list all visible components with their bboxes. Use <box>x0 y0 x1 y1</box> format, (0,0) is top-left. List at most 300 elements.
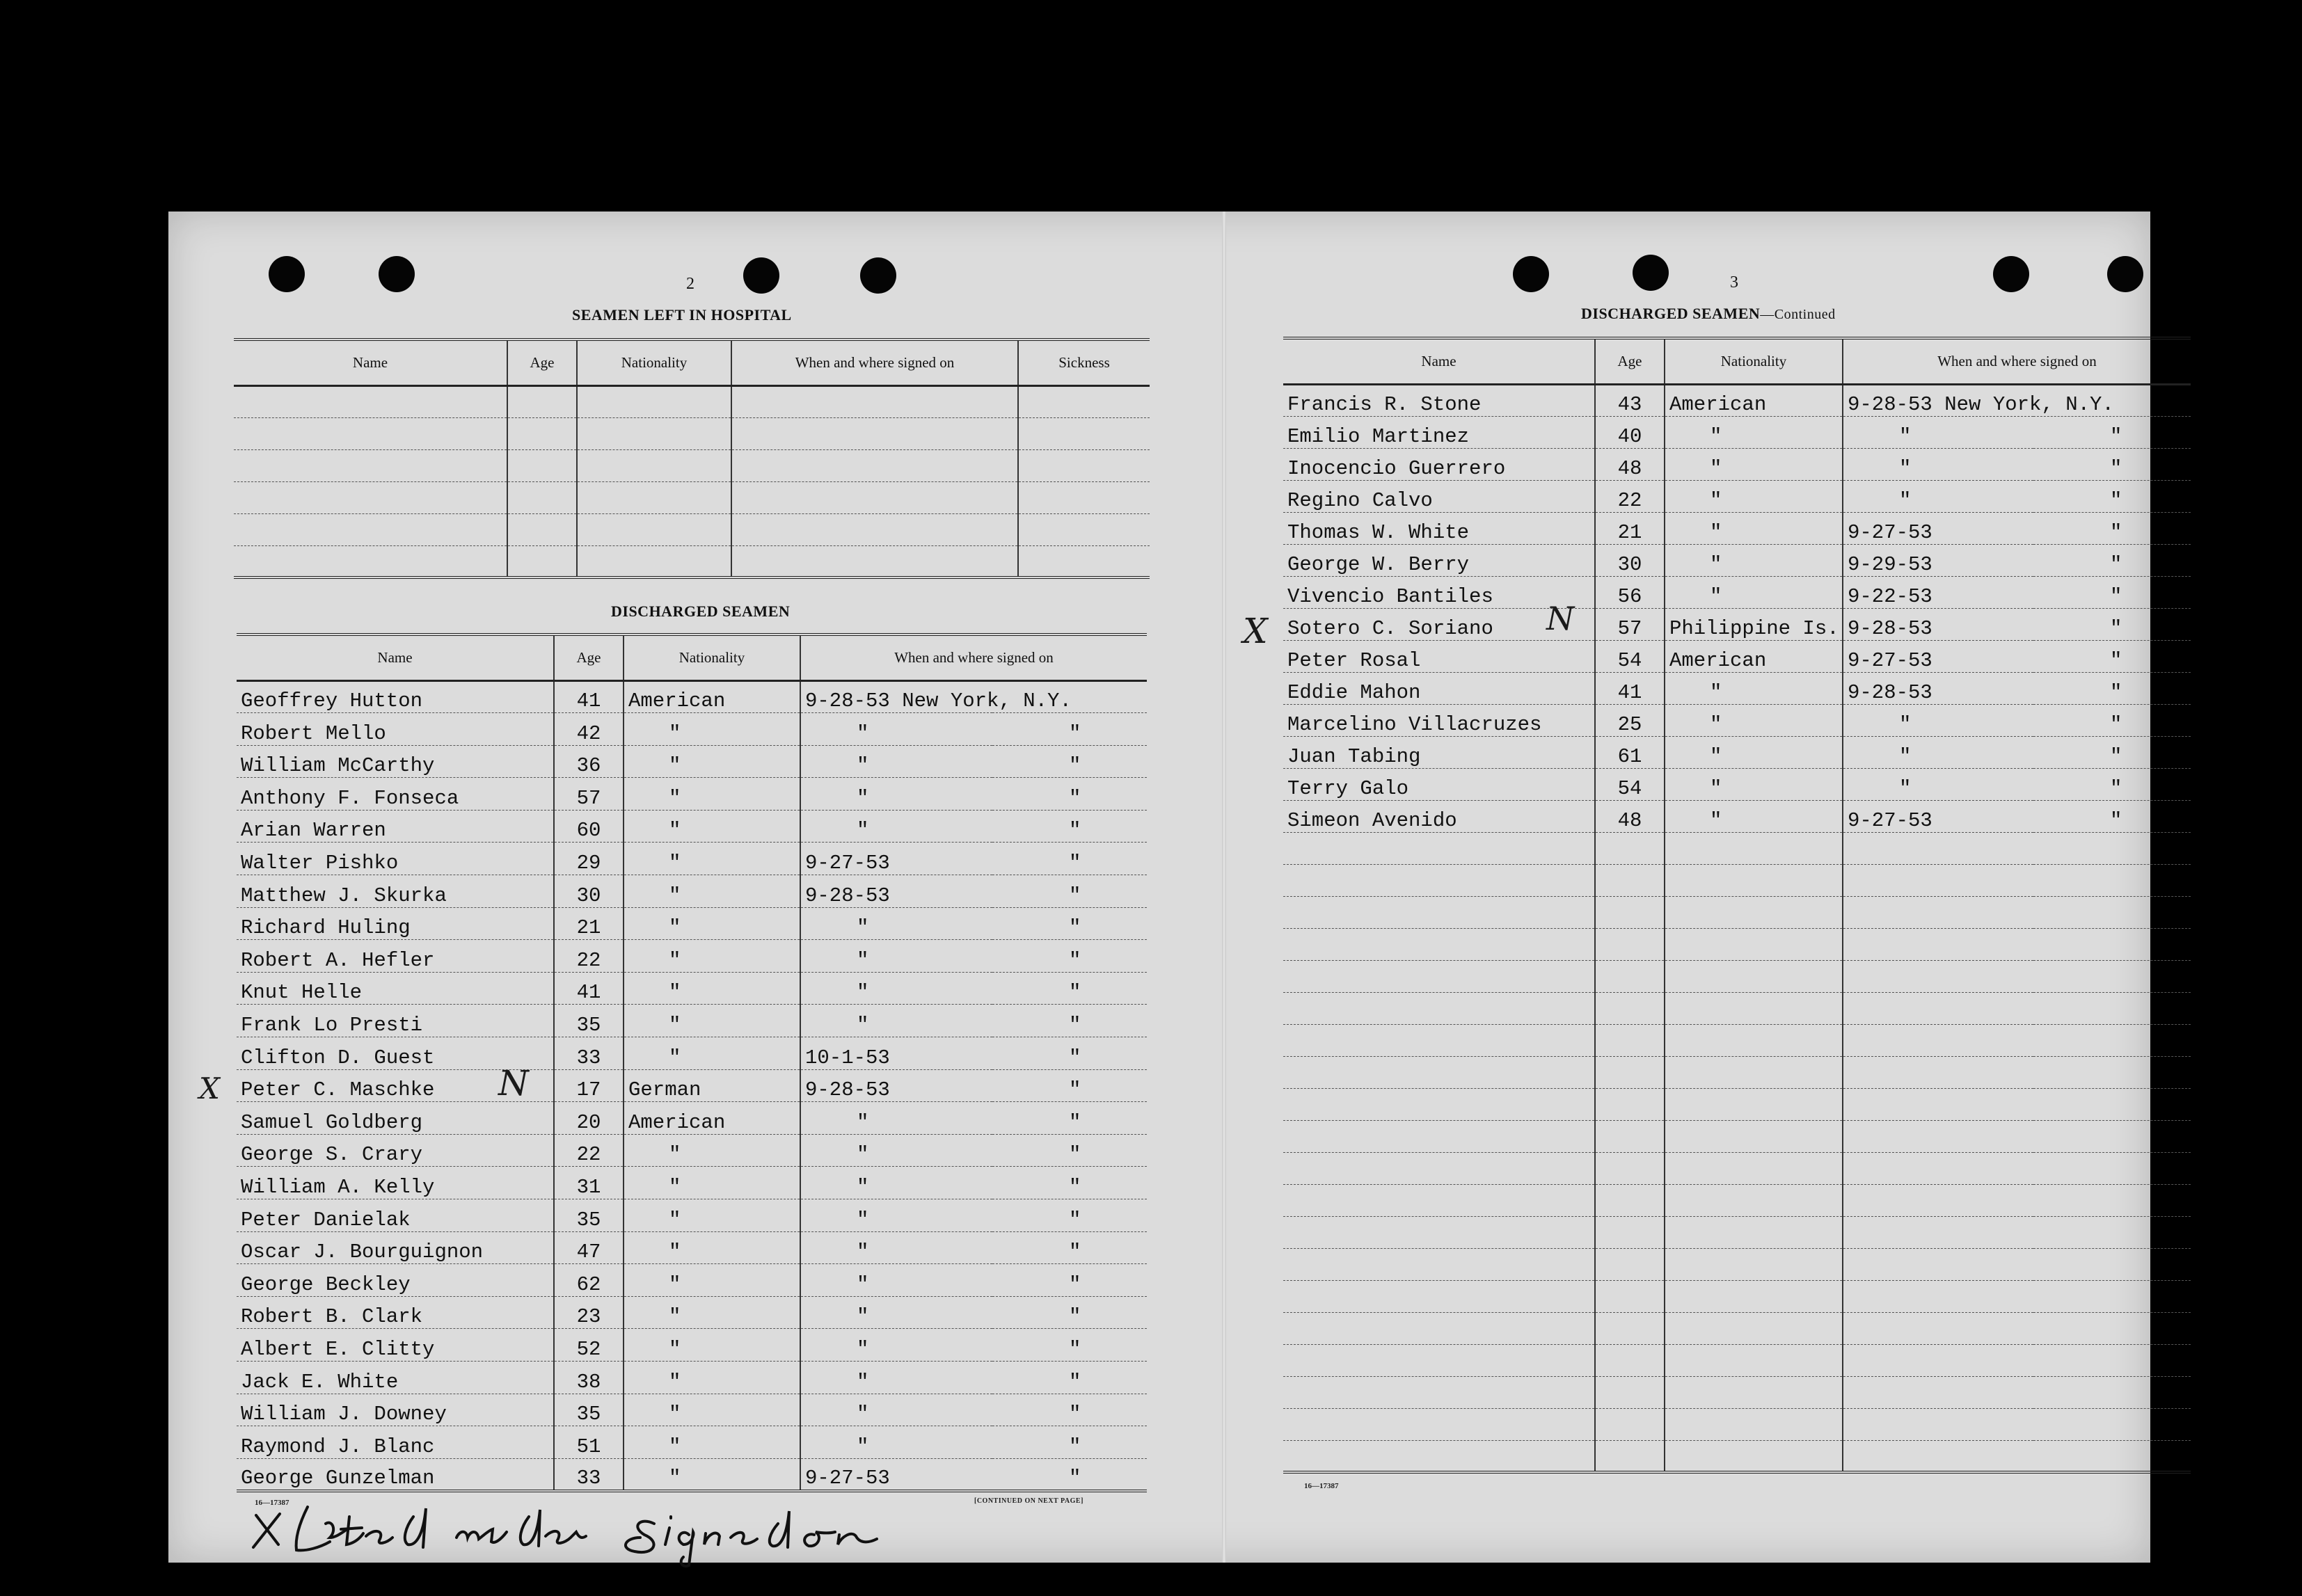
cell-nationality: " <box>624 907 800 940</box>
cell-nationality: Philippine Is. <box>1665 608 1843 640</box>
title-suffix: —Continued <box>1760 307 1836 322</box>
cell-nationality: " <box>624 1264 800 1297</box>
cell-nationality <box>1665 1440 1843 1472</box>
handwritten-footnote <box>244 1496 898 1572</box>
cell-age <box>1595 832 1665 864</box>
table-row <box>1283 1120 2191 1152</box>
cell-name: Oscar J. Bourguignon <box>237 1231 554 1264</box>
cell-name: George Gunzelman <box>237 1458 554 1491</box>
cell-nationality: " <box>1665 512 1843 544</box>
cell-name <box>1283 1056 1595 1088</box>
cell-name: Sotero C. Soriano <box>1283 608 1595 640</box>
cell-age <box>1595 1440 1665 1472</box>
cell-name: Anthony F. Fonseca <box>237 778 554 811</box>
cell-signed-place <box>2033 1216 2191 1248</box>
cell-nationality: " <box>1665 416 1843 448</box>
cell-age <box>1595 1024 1665 1056</box>
cell-age: 30 <box>1595 544 1665 576</box>
table-row <box>237 713 1147 746</box>
cell-name: George Beckley <box>237 1264 554 1297</box>
table-row <box>234 417 1150 449</box>
table-row <box>234 449 1150 481</box>
cell-signed-place <box>2033 1152 2191 1184</box>
cell-age <box>1595 1248 1665 1280</box>
cell-signed-date: " <box>1843 448 2033 480</box>
cell-nationality: " <box>624 1199 800 1232</box>
cell-nationality: " <box>624 1394 800 1426</box>
table-row <box>1283 1376 2191 1408</box>
cell-signed-date: " <box>800 1394 992 1426</box>
cell-signed-place: " <box>992 810 1147 843</box>
continued-note: [CONTINUED ON NEXT PAGE] <box>974 1497 1083 1505</box>
cell-signed-place: " <box>992 1264 1147 1297</box>
handwritten-x-mark: X <box>199 1071 220 1106</box>
cell-nationality <box>1665 1312 1843 1344</box>
table-row <box>1283 448 2191 480</box>
cell-signed-place: " <box>992 875 1147 908</box>
cell-nationality: " <box>624 778 800 811</box>
cell-signed-place <box>2033 1088 2191 1120</box>
table-row <box>1283 608 2191 640</box>
cell-nationality <box>1665 1376 1843 1408</box>
cell-signed-date: " <box>800 1426 992 1459</box>
table-row <box>1283 928 2191 960</box>
col-header-sickness: Sickness <box>1018 340 1150 385</box>
hospital-table <box>234 338 1150 579</box>
cell-age <box>1595 1088 1665 1120</box>
cell-name: Terry Galo <box>1283 768 1595 800</box>
cell-age: 35 <box>554 1199 624 1232</box>
cell-nationality <box>1665 1152 1843 1184</box>
cell-signed-date <box>1843 1280 2033 1312</box>
table-row <box>237 778 1147 811</box>
cell-signed-place: " <box>992 713 1147 746</box>
cell-nationality: " <box>624 1361 800 1394</box>
cell-nationality: " <box>1665 736 1843 768</box>
cell-signed-date <box>1843 896 2033 928</box>
cell-signed-date: 10-1-53 <box>800 1037 992 1070</box>
table-row <box>1283 416 2191 448</box>
table-row <box>1283 1248 2191 1280</box>
table-row <box>1283 1056 2191 1088</box>
cell-age: 56 <box>1595 576 1665 608</box>
cell-age: 41 <box>1595 672 1665 704</box>
cell-signed-place: " <box>992 745 1147 778</box>
cell-name <box>1283 896 1595 928</box>
cell-signed-place: " <box>992 1167 1147 1199</box>
cell-age: 47 <box>554 1231 624 1264</box>
cell-name: Thomas W. White <box>1283 512 1595 544</box>
cell-age: 20 <box>554 1102 624 1135</box>
table-row <box>237 907 1147 940</box>
cell-nationality <box>1665 1120 1843 1152</box>
form-number: 16—17387 <box>1304 1482 1339 1490</box>
cell-signed-date <box>1843 864 2033 896</box>
cell-name <box>1283 1344 1595 1376</box>
punch-hole <box>379 256 415 292</box>
cell-name <box>1283 1152 1595 1184</box>
table-row <box>234 545 1150 577</box>
table-row <box>237 1296 1147 1329</box>
cell-signed-date <box>1843 1376 2033 1408</box>
cell-signed-place <box>2033 1408 2191 1440</box>
cell-signed-place: " <box>2033 576 2191 608</box>
cell-name: Robert B. Clark <box>237 1296 554 1329</box>
cell-nationality: American <box>1665 640 1843 672</box>
punch-hole <box>1993 256 2029 292</box>
cell-age <box>1595 1376 1665 1408</box>
cell-age: 29 <box>554 843 624 875</box>
cell-age: 35 <box>554 1394 624 1426</box>
handwritten-n-mark: N <box>498 1063 529 1103</box>
cell-nationality <box>1665 960 1843 992</box>
cell-age: 22 <box>554 940 624 973</box>
cell-name <box>1283 1024 1595 1056</box>
cell-name: Vivencio Bantiles <box>1283 576 1595 608</box>
cell-signed-date: 9-28-53 New York, N.Y. <box>1843 384 2033 416</box>
col-header-signed-on: When and where signed on <box>731 340 1018 385</box>
cell-signed-place: " <box>992 1426 1147 1459</box>
cell-name: Francis R. Stone <box>1283 384 1595 416</box>
cell-age: 42 <box>554 713 624 746</box>
page-number: 2 <box>686 275 694 293</box>
cell-signed-date <box>1843 1056 2033 1088</box>
cell-nationality <box>1665 992 1843 1024</box>
table-row <box>1283 1408 2191 1440</box>
cell-nationality: " <box>624 1296 800 1329</box>
cell-signed-place: " <box>992 907 1147 940</box>
table-row <box>237 745 1147 778</box>
cell-age <box>1595 1280 1665 1312</box>
cell-signed-date: " <box>800 810 992 843</box>
cell-age: 48 <box>1595 800 1665 832</box>
cell-nationality: " <box>1665 672 1843 704</box>
cell-signed-place <box>2033 1024 2191 1056</box>
cell-name <box>1283 1088 1595 1120</box>
cell-signed-date: " <box>800 940 992 973</box>
cell-name <box>1283 1440 1595 1472</box>
table-row <box>1283 736 2191 768</box>
cell-age: 41 <box>554 680 624 713</box>
cell-signed-place: " <box>992 1069 1147 1102</box>
col-header-name: Name <box>234 340 507 385</box>
cell-signed-date: " <box>800 1231 992 1264</box>
table-row <box>234 513 1150 545</box>
cell-signed-place <box>2033 992 2191 1024</box>
cell-signed-date: " <box>1843 736 2033 768</box>
form-number: 16—17387 <box>255 1499 289 1507</box>
cell-name: Raymond J. Blanc <box>237 1426 554 1459</box>
cell-signed-date: 9-28-53 <box>1843 608 2033 640</box>
cell-name <box>1283 1280 1595 1312</box>
cell-age: 33 <box>554 1458 624 1491</box>
cell-name <box>1283 1312 1595 1344</box>
cell-signed-place: " <box>992 1102 1147 1135</box>
cell-age: 35 <box>554 1005 624 1037</box>
cell-name <box>1283 992 1595 1024</box>
cell-nationality <box>1665 1088 1843 1120</box>
cell-signed-date: 9-27-53 <box>1843 512 2033 544</box>
table-row <box>1283 992 2191 1024</box>
table-row <box>237 1458 1147 1491</box>
cell-name: Richard Huling <box>237 907 554 940</box>
cell-age: 54 <box>1595 768 1665 800</box>
cell-name: Juan Tabing <box>1283 736 1595 768</box>
cell-signed-date: " <box>800 1361 992 1394</box>
table-row <box>234 481 1150 513</box>
cell-name <box>1283 1120 1595 1152</box>
cell-signed-date <box>1843 1216 2033 1248</box>
cell-nationality: " <box>1665 576 1843 608</box>
cell-signed-date <box>1843 928 2033 960</box>
cell-signed-place: " <box>992 1394 1147 1426</box>
page-number: 3 <box>1730 273 1738 292</box>
table-row <box>237 1329 1147 1362</box>
punch-hole <box>743 257 779 294</box>
cell-nationality <box>1665 1024 1843 1056</box>
cell-age: 17 <box>554 1069 624 1102</box>
table-row <box>237 1394 1147 1426</box>
cell-signed-date <box>1843 1440 2033 1472</box>
discharged-continued-table <box>1283 337 2191 1474</box>
cell-signed-date: " <box>1843 768 2033 800</box>
cell-signed-date <box>1843 1184 2033 1216</box>
cell-name: Peter C. Maschke <box>237 1069 554 1102</box>
cell-nationality: " <box>624 745 800 778</box>
cell-signed-date <box>1843 1344 2033 1376</box>
cell-signed-place: " <box>992 1296 1147 1329</box>
cell-signed-date <box>1843 1312 2033 1344</box>
table-row <box>1283 1088 2191 1120</box>
cell-name <box>1283 928 1595 960</box>
col-header-age: Age <box>507 340 577 385</box>
cell-signed-place: " <box>992 940 1147 973</box>
cell-name: Geoffrey Hutton <box>237 680 554 713</box>
table-row <box>1283 1024 2191 1056</box>
cell-nationality <box>1665 1248 1843 1280</box>
punch-hole <box>1633 255 1669 291</box>
cell-signed-place: " <box>2033 640 2191 672</box>
cell-name: Jack E. White <box>237 1361 554 1394</box>
cell-signed-date: " <box>1843 416 2033 448</box>
cell-nationality: American <box>624 680 800 713</box>
table-row <box>1283 800 2191 832</box>
cell-signed-date: 9-28-53 <box>1843 672 2033 704</box>
col-header-signed-on: When and where signed on <box>1843 338 2191 384</box>
table-row <box>237 1199 1147 1232</box>
table-row <box>237 680 1147 713</box>
cell-nationality: " <box>1665 800 1843 832</box>
cell-nationality: " <box>1665 480 1843 512</box>
cell-signed-place: " <box>2033 448 2191 480</box>
cell-signed-place <box>2033 960 2191 992</box>
table-row <box>1283 896 2191 928</box>
table-row <box>237 1426 1147 1459</box>
cell-signed-place: " <box>992 972 1147 1005</box>
col-header-nationality: Nationality <box>624 635 800 680</box>
cell-nationality <box>1665 1344 1843 1376</box>
cell-signed-date: 9-27-53 <box>800 1458 992 1491</box>
cell-signed-date <box>1843 1120 2033 1152</box>
cell-signed-date: " <box>800 1329 992 1362</box>
cell-signed-date: 9-28-53 New York, N.Y. <box>800 680 992 713</box>
cell-signed-date <box>1843 832 2033 864</box>
cell-age <box>1595 992 1665 1024</box>
cell-age: 38 <box>554 1361 624 1394</box>
cell-nationality: " <box>624 1134 800 1167</box>
table-row <box>237 1069 1147 1102</box>
cell-nationality <box>1665 864 1843 896</box>
cell-age <box>1595 1184 1665 1216</box>
cell-signed-date: " <box>800 713 992 746</box>
cell-age: 52 <box>554 1329 624 1362</box>
punch-hole <box>2107 256 2143 292</box>
cell-age <box>1595 1056 1665 1088</box>
handwritten-n-mark: N <box>1546 600 1575 637</box>
cell-age: 25 <box>1595 704 1665 736</box>
cell-name: Robert Mello <box>237 713 554 746</box>
cell-signed-place <box>2033 896 2191 928</box>
cell-signed-date: " <box>800 1264 992 1297</box>
cell-signed-date: " <box>800 1102 992 1135</box>
cell-nationality: " <box>1665 544 1843 576</box>
table-row <box>1283 960 2191 992</box>
table-row <box>1283 1312 2191 1344</box>
cell-name: Marcelino Villacruzes <box>1283 704 1595 736</box>
cell-signed-date: 9-27-53 <box>1843 640 2033 672</box>
cell-nationality: " <box>624 1005 800 1037</box>
page-fold <box>1222 212 1226 1563</box>
cell-nationality: " <box>624 1167 800 1199</box>
cell-name: William A. Kelly <box>237 1167 554 1199</box>
cell-nationality: German <box>624 1069 800 1102</box>
table-row <box>237 1264 1147 1297</box>
cell-signed-date: 9-27-53 <box>800 843 992 875</box>
table-row <box>1283 576 2191 608</box>
cell-name: Inocencio Guerrero <box>1283 448 1595 480</box>
table-row <box>1283 704 2191 736</box>
cell-age: 22 <box>1595 480 1665 512</box>
cell-nationality: " <box>624 1037 800 1070</box>
cell-signed-place: " <box>992 1231 1147 1264</box>
table-row <box>1283 512 2191 544</box>
cell-signed-place <box>2033 1056 2191 1088</box>
cell-signed-date: " <box>800 1134 992 1167</box>
cell-signed-place: " <box>992 843 1147 875</box>
cell-signed-date: 9-28-53 <box>800 875 992 908</box>
cell-age <box>1595 1120 1665 1152</box>
table-row <box>1283 768 2191 800</box>
table-row <box>1283 640 2191 672</box>
cell-age: 43 <box>1595 384 1665 416</box>
cell-signed-date: " <box>1843 704 2033 736</box>
cell-name: George W. Berry <box>1283 544 1595 576</box>
table-row <box>1283 672 2191 704</box>
cell-signed-date <box>1843 960 2033 992</box>
cell-name: Eddie Mahon <box>1283 672 1595 704</box>
cell-age: 54 <box>1595 640 1665 672</box>
cell-name <box>1283 1216 1595 1248</box>
cell-signed-date: " <box>800 1199 992 1232</box>
cell-signed-date: " <box>800 745 992 778</box>
table-row <box>1283 1216 2191 1248</box>
table-row <box>237 1102 1147 1135</box>
cell-signed-date: " <box>800 1005 992 1037</box>
cell-signed-place: " <box>2033 800 2191 832</box>
cell-name <box>1283 1408 1595 1440</box>
cell-age: 57 <box>1595 608 1665 640</box>
cell-signed-date <box>1843 1248 2033 1280</box>
cell-signed-place <box>2033 832 2191 864</box>
cell-nationality: " <box>1665 768 1843 800</box>
cell-signed-place: " <box>2033 416 2191 448</box>
cell-nationality: " <box>624 1426 800 1459</box>
cell-name <box>1283 832 1595 864</box>
cell-nationality: " <box>624 843 800 875</box>
cell-nationality: " <box>624 713 800 746</box>
handwritten-x-mark: X <box>1243 611 1268 651</box>
cell-name: Frank Lo Presti <box>237 1005 554 1037</box>
cell-signed-place: " <box>992 778 1147 811</box>
table-row <box>237 940 1147 973</box>
table-row <box>237 810 1147 843</box>
cell-signed-place <box>2033 928 2191 960</box>
table-row <box>237 1361 1147 1394</box>
col-header-name: Name <box>237 635 554 680</box>
col-header-name: Name <box>1283 338 1595 384</box>
cell-signed-date: " <box>800 907 992 940</box>
discharged-section-title: DISCHARGED SEAMEN <box>611 603 791 620</box>
cell-signed-date <box>1843 1024 2033 1056</box>
cell-age: 48 <box>1595 448 1665 480</box>
cell-name: Samuel Goldberg <box>237 1102 554 1135</box>
table-row <box>234 385 1150 417</box>
cell-name: Emilio Martinez <box>1283 416 1595 448</box>
cell-signed-place: " <box>2033 512 2191 544</box>
cell-nationality: American <box>1665 384 1843 416</box>
cell-nationality: " <box>624 1231 800 1264</box>
col-header-nationality: Nationality <box>577 340 731 385</box>
cell-nationality: " <box>624 1329 800 1362</box>
cell-signed-place: " <box>992 1134 1147 1167</box>
table-row <box>1283 480 2191 512</box>
table-row <box>237 875 1147 908</box>
cell-signed-place <box>2033 1184 2191 1216</box>
punch-hole <box>269 256 305 292</box>
cell-nationality <box>1665 1184 1843 1216</box>
cell-name: Peter Danielak <box>237 1199 554 1232</box>
cell-signed-place: " <box>992 1458 1147 1491</box>
cell-nationality <box>1665 1216 1843 1248</box>
cell-age: 33 <box>554 1037 624 1070</box>
table-row <box>237 1037 1147 1070</box>
cell-signed-place: " <box>992 1005 1147 1037</box>
cell-name <box>1283 864 1595 896</box>
cell-nationality: " <box>1665 448 1843 480</box>
table-row <box>237 972 1147 1005</box>
cell-nationality <box>1665 1280 1843 1312</box>
cell-nationality: " <box>1665 704 1843 736</box>
cell-signed-date: " <box>1843 480 2033 512</box>
cell-age <box>1595 864 1665 896</box>
cell-nationality <box>1665 1408 1843 1440</box>
cell-nationality: " <box>624 1458 800 1491</box>
cell-nationality <box>1665 896 1843 928</box>
cell-name <box>1283 960 1595 992</box>
table-row <box>1283 1152 2191 1184</box>
cell-nationality: American <box>624 1102 800 1135</box>
cell-signed-place: " <box>2033 768 2191 800</box>
